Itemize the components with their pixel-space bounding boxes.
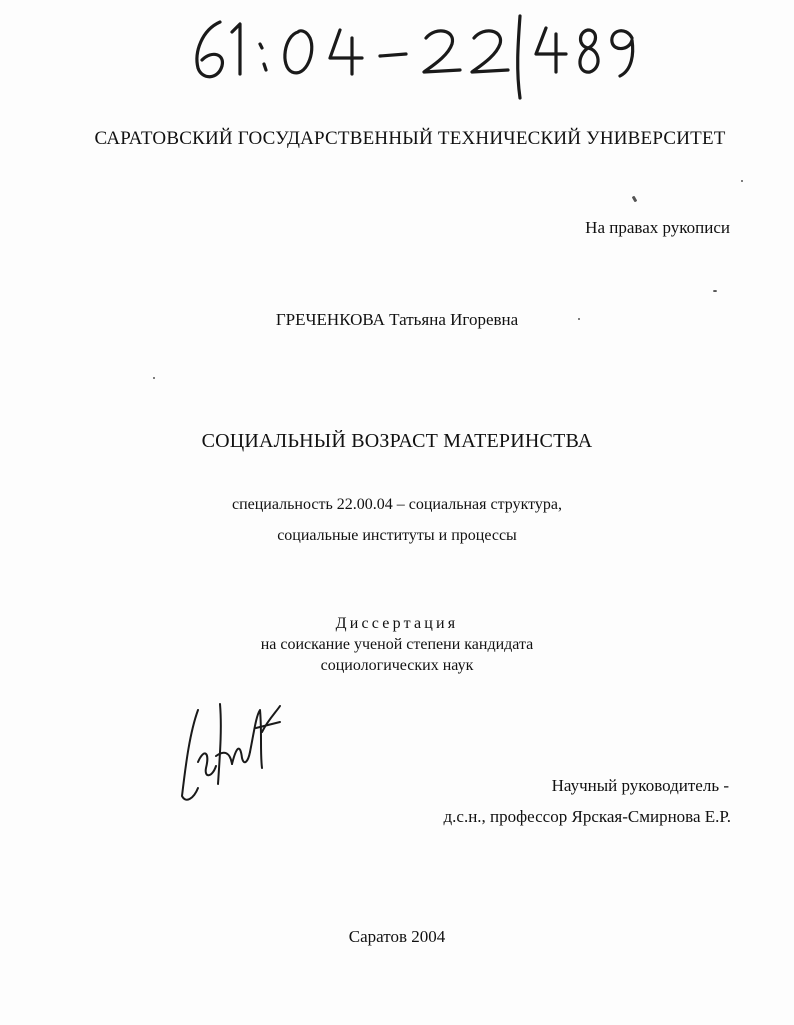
specialty-line-1: специальность 22.00.04 – социальная структура, — [231, 496, 563, 513]
university-name: САРАТОВСКИЙ ГОСУДАРСТВЕННЫЙ ТЕХНИЧЕСКИЙ УНИВЕРСИТЕТ — [94, 128, 726, 149]
scan-speck — [632, 196, 638, 203]
manuscript-rights-note: На правах рукописи — [585, 218, 730, 237]
scan-speck — [153, 377, 155, 379]
scan-speck — [741, 180, 743, 182]
author-name: ГРЕЧЕНКОВА Татьяна Игоревна — [275, 310, 519, 329]
supervisor-label: Научный руководитель - — [551, 776, 729, 795]
work-type-heading: Диссертация — [335, 615, 459, 632]
handwritten-catalog-number — [180, 8, 640, 100]
scan-speck — [578, 318, 580, 320]
degree-line-2: социологических наук — [320, 657, 474, 674]
scan-speck — [713, 290, 717, 292]
city-year: Саратов 2004 — [348, 927, 446, 946]
signature-drawing — [176, 692, 288, 810]
supervisor-name: д.с.н., профессор Ярская-Смирнова Е.Р. — [443, 807, 731, 826]
degree-line-1: на соискание ученой степени кандидата — [260, 636, 534, 653]
specialty-line-2: социальные институты и процессы — [277, 527, 517, 544]
handwritten-signature — [176, 692, 288, 810]
dissertation-title: СОЦИАЛЬНЫЙ ВОЗРАСТ МАТЕРИНСТВА — [201, 430, 593, 452]
catalog-number-drawing — [180, 8, 640, 100]
